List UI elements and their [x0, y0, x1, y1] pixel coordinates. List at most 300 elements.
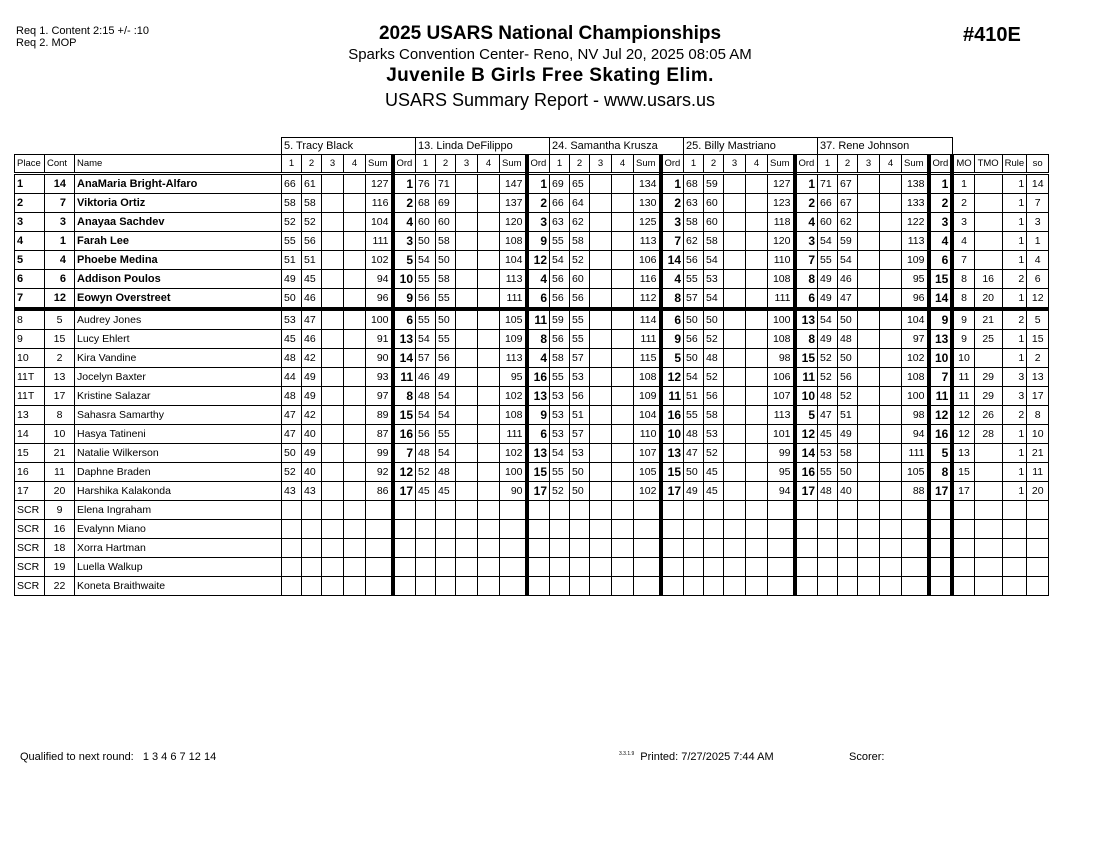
place-cell: 15 — [15, 444, 45, 463]
tmo-cell — [974, 349, 1002, 368]
judge-3-score-1 — [550, 558, 570, 577]
rule-cell: 1 — [1002, 289, 1027, 310]
mo-cell: 12 — [952, 406, 974, 425]
so-cell — [1027, 501, 1049, 520]
judge-2-score-3 — [456, 213, 478, 232]
judge-4-score-3 — [724, 330, 746, 349]
judge-5-ordinal: 10 — [929, 349, 953, 368]
judge-5-score-2: 56 — [838, 368, 858, 387]
judge-4-score-3 — [724, 387, 746, 406]
judge-5-score-sum: 104 — [902, 309, 929, 330]
judge-4-score-2: 48 — [704, 349, 724, 368]
judge-3-score-3 — [590, 309, 612, 330]
judge-5-score-4 — [880, 368, 902, 387]
place-cell: 4 — [15, 232, 45, 251]
judge-5-score-4 — [880, 174, 902, 194]
judge-4-score-1 — [684, 501, 704, 520]
judge-5-score-4 — [880, 501, 902, 520]
judge-4-score-4 — [746, 482, 768, 501]
tmo-cell — [974, 463, 1002, 482]
judge-5-score-sum — [902, 577, 929, 596]
judge-1-score-3 — [322, 270, 344, 289]
judge-2-ordinal: 15 — [527, 463, 550, 482]
judge-2-score-2: 48 — [436, 463, 456, 482]
mo-cell: 11 — [952, 387, 974, 406]
judge-2-score-3 — [456, 425, 478, 444]
tmo-cell — [974, 213, 1002, 232]
judge-1-ordinal: 4 — [393, 213, 416, 232]
judge-3-ordinal: 8 — [661, 289, 684, 310]
place-cell: SCR — [15, 501, 45, 520]
mo-cell: 7 — [952, 251, 974, 270]
judge-3-score-4 — [612, 349, 634, 368]
judge-5-ordinal: 12 — [929, 406, 953, 425]
judge-5-score-4 — [880, 463, 902, 482]
judge-4-score-1: 63 — [684, 194, 704, 213]
judge-1-score-2: 61 — [302, 174, 322, 194]
judge-2-score-3 — [456, 232, 478, 251]
judge-1-score-4 — [344, 406, 366, 425]
judge-5-score-3 — [858, 309, 880, 330]
judge-5-score-4 — [880, 558, 902, 577]
judge-3-score-sum: 125 — [634, 213, 661, 232]
requirements — [16, 25, 149, 49]
table-row — [15, 406, 1049, 425]
judge-5-ordinal: 9 — [929, 309, 953, 330]
judge-1-score-4 — [344, 368, 366, 387]
judge-4-score-3 — [724, 520, 746, 539]
judge-2-score-sum: 90 — [500, 482, 527, 501]
rule-cell: 1 — [1002, 174, 1027, 194]
judge-4-score-3 — [724, 251, 746, 270]
judge-4-score-1: 50 — [684, 309, 704, 330]
judge-5-score-3 — [858, 270, 880, 289]
table-row — [15, 213, 1049, 232]
judge-3-score-4 — [612, 463, 634, 482]
judge-4-score-4 — [746, 309, 768, 330]
judge-3-score-2: 53 — [570, 444, 590, 463]
judge-4-ordinal: 15 — [795, 349, 818, 368]
place-cell: 9 — [15, 330, 45, 349]
judge-5-score-sum: 94 — [902, 425, 929, 444]
judge-3-score-3 — [590, 501, 612, 520]
judge-1-score-2 — [302, 558, 322, 577]
judge-1-score-2 — [302, 577, 322, 596]
judge-2-ordinal: 11 — [527, 309, 550, 330]
judge-3-score-3 — [590, 194, 612, 213]
table-row — [15, 539, 1049, 558]
judge-5-ordinal: 4 — [929, 232, 953, 251]
judge-4-score-1: 57 — [684, 289, 704, 310]
judge-4-score-1: 58 — [684, 213, 704, 232]
judge-2-score-sum: 108 — [500, 232, 527, 251]
judge-3-score-1: 56 — [550, 270, 570, 289]
judge-4-ordinal: 14 — [795, 444, 818, 463]
judge-3-score-sum: 114 — [634, 309, 661, 330]
judge-4-score-4 — [746, 289, 768, 310]
judge-2-score-1: 68 — [416, 194, 436, 213]
judge-5-score-1: 48 — [818, 482, 838, 501]
judge-5-score-1: 52 — [818, 349, 838, 368]
judge-2-score-sum — [500, 558, 527, 577]
qualified-list: 1 3 4 6 7 12 14 — [142, 751, 217, 763]
judge-1-ordinal: 8 — [393, 387, 416, 406]
judge-5-ordinal — [929, 558, 953, 577]
judge-4-score-1: 62 — [684, 232, 704, 251]
judge-2-score-1 — [416, 539, 436, 558]
judge-5-ordinal: 5 — [929, 444, 953, 463]
judge-1-score-4 — [344, 232, 366, 251]
judge-4-score-sum — [768, 577, 795, 596]
judge-4-score-sum: 127 — [768, 174, 795, 194]
tmo-cell: 25 — [974, 330, 1002, 349]
judge-3-score-2: 52 — [570, 251, 590, 270]
col-name: Name — [75, 155, 282, 174]
judge-2-score-sum: 100 — [500, 463, 527, 482]
judge-2-score-1: 57 — [416, 349, 436, 368]
judge-2-score-sum: 105 — [500, 309, 527, 330]
judge-4-score-1: 49 — [684, 482, 704, 501]
judge-3-score-4 — [612, 520, 634, 539]
judge-5-score-3 — [858, 425, 880, 444]
judge-5-score-1: 55 — [818, 251, 838, 270]
judge-4-score-4 — [746, 270, 768, 289]
judge-5-score-3 — [858, 482, 880, 501]
judge-5-score-1 — [818, 558, 838, 577]
judge-4-ordinal: 4 — [795, 213, 818, 232]
judge-5-score-sum: 102 — [902, 349, 929, 368]
col-judge-3: 3 — [724, 155, 746, 174]
rule-cell: 1 — [1002, 444, 1027, 463]
judge-2-score-sum — [500, 577, 527, 596]
judge-3-ordinal — [661, 577, 684, 596]
judge-3-score-sum: 116 — [634, 270, 661, 289]
judge-2-score-2: 55 — [436, 289, 456, 310]
judge-4-score-sum — [768, 558, 795, 577]
skater-name: Daphne Braden — [75, 463, 282, 482]
judge-4-ordinal: 8 — [795, 270, 818, 289]
scorer-label: Scorer: — [849, 751, 885, 763]
col-judge-3: 3 — [456, 155, 478, 174]
judge-2-score-3 — [456, 558, 478, 577]
judge-1-score-3 — [322, 539, 344, 558]
skater-name: Audrey Jones — [75, 309, 282, 330]
judge-1-score-4 — [344, 558, 366, 577]
judge-1-score-2: 49 — [302, 444, 322, 463]
judge-4-score-2 — [704, 501, 724, 520]
skater-name: Harshika Kalakonda — [75, 482, 282, 501]
judge-1-ordinal — [393, 520, 416, 539]
judge-2-score-sum: 111 — [500, 289, 527, 310]
so-cell: 6 — [1027, 270, 1049, 289]
judge-4-score-4 — [746, 501, 768, 520]
judge-2-score-1: 52 — [416, 463, 436, 482]
judge-4-score-3 — [724, 289, 746, 310]
col-so: so — [1027, 155, 1049, 174]
cont-cell: 19 — [45, 558, 75, 577]
judge-5-score-2: 62 — [838, 213, 858, 232]
col-judge-ord: Ord — [929, 155, 953, 174]
judge-3-score-1: 56 — [550, 330, 570, 349]
judge-1-score-1: 47 — [282, 425, 302, 444]
judge-5-score-3 — [858, 368, 880, 387]
col-judge-sum: Sum — [634, 155, 661, 174]
judge-2-score-4 — [478, 349, 500, 368]
judge-3-ordinal: 15 — [661, 463, 684, 482]
judge-2-score-3 — [456, 368, 478, 387]
judge-4-score-4 — [746, 194, 768, 213]
judge-4-score-sum: 108 — [768, 330, 795, 349]
judge-2-score-4 — [478, 406, 500, 425]
judge-3-score-sum: 102 — [634, 482, 661, 501]
place-cell: 13 — [15, 406, 45, 425]
judge-4-score-2 — [704, 539, 724, 558]
so-cell: 7 — [1027, 194, 1049, 213]
judge-1-score-2: 43 — [302, 482, 322, 501]
cont-cell: 10 — [45, 425, 75, 444]
skater-name: Kristine Salazar — [75, 387, 282, 406]
judge-3-score-1: 53 — [550, 406, 570, 425]
cont-cell: 22 — [45, 577, 75, 596]
judge-1-score-2: 51 — [302, 251, 322, 270]
judge-3-score-2: 64 — [570, 194, 590, 213]
judge-5-score-2: 67 — [838, 194, 858, 213]
judge-2-score-4 — [478, 463, 500, 482]
mo-cell — [952, 520, 974, 539]
judge-3-ordinal: 3 — [661, 213, 684, 232]
judge-4-score-2: 45 — [704, 482, 724, 501]
table-row — [15, 194, 1049, 213]
judge-4-ordinal: 5 — [795, 406, 818, 425]
so-cell: 2 — [1027, 349, 1049, 368]
judge-3-score-2: 55 — [570, 309, 590, 330]
judge-2-score-1 — [416, 520, 436, 539]
tmo-cell: 29 — [974, 368, 1002, 387]
judge-1-score-2: 46 — [302, 289, 322, 310]
so-cell: 3 — [1027, 213, 1049, 232]
judge-4-score-2: 58 — [704, 406, 724, 425]
judge-1-score-4 — [344, 444, 366, 463]
judge-3-score-sum: 111 — [634, 330, 661, 349]
judge-2-score-1: 60 — [416, 213, 436, 232]
cont-cell: 2 — [45, 349, 75, 368]
judge-5-score-4 — [880, 213, 902, 232]
mo-cell: 9 — [952, 309, 974, 330]
judge-3-score-1: 54 — [550, 251, 570, 270]
judge-2-ordinal: 13 — [527, 387, 550, 406]
judge-name: 13. Linda DeFilippo — [416, 138, 550, 155]
judge-1-score-2: 52 — [302, 213, 322, 232]
judge-4-score-2: 59 — [704, 174, 724, 194]
mo-cell: 8 — [952, 289, 974, 310]
judge-1-score-1: 49 — [282, 270, 302, 289]
judge-3-score-3 — [590, 444, 612, 463]
judge-2-score-1: 54 — [416, 330, 436, 349]
judge-3-score-2 — [570, 520, 590, 539]
so-cell — [1027, 539, 1049, 558]
judge-4-ordinal: 10 — [795, 387, 818, 406]
judge-1-score-3 — [322, 444, 344, 463]
place-cell: 8 — [15, 309, 45, 330]
judge-5-score-2: 47 — [838, 289, 858, 310]
skater-name: Koneta Braithwaite — [75, 577, 282, 596]
judge-2-score-4 — [478, 387, 500, 406]
judge-5-score-4 — [880, 309, 902, 330]
judge-4-score-sum: 108 — [768, 270, 795, 289]
judge-2-ordinal — [527, 558, 550, 577]
judge-3-score-2 — [570, 577, 590, 596]
judge-3-ordinal: 14 — [661, 251, 684, 270]
judge-3-score-4 — [612, 232, 634, 251]
judge-2-score-4 — [478, 309, 500, 330]
so-cell: 5 — [1027, 309, 1049, 330]
event-number: #410E — [963, 24, 1021, 46]
rule-cell — [1002, 539, 1027, 558]
judge-1-score-4 — [344, 213, 366, 232]
judge-1-score-1: 48 — [282, 387, 302, 406]
printed-timestamp: Printed: 7/27/2025 7:44 AM — [640, 751, 774, 763]
judge-5-score-2: 40 — [838, 482, 858, 501]
judge-2-score-2: 58 — [436, 232, 456, 251]
judge-3-score-3 — [590, 558, 612, 577]
place-cell: SCR — [15, 558, 45, 577]
skater-name: Xorra Hartman — [75, 539, 282, 558]
judge-4-ordinal: 12 — [795, 425, 818, 444]
judge-3-score-3 — [590, 349, 612, 368]
judge-5-score-2: 58 — [838, 444, 858, 463]
judge-5-score-sum: 88 — [902, 482, 929, 501]
col-judge-2: 2 — [704, 155, 724, 174]
rule-cell: 1 — [1002, 425, 1027, 444]
judge-1-score-3 — [322, 501, 344, 520]
judge-1-score-sum: 90 — [366, 349, 393, 368]
so-cell: 13 — [1027, 368, 1049, 387]
judge-2-score-1: 46 — [416, 368, 436, 387]
so-cell: 1 — [1027, 232, 1049, 251]
judge-3-score-sum — [634, 577, 661, 596]
judge-3-score-1: 55 — [550, 232, 570, 251]
judge-5-score-sum — [902, 520, 929, 539]
judge-5-score-2: 51 — [838, 406, 858, 425]
judge-1-score-3 — [322, 520, 344, 539]
judge-1-score-2 — [302, 501, 322, 520]
judge-3-ordinal — [661, 520, 684, 539]
judge-2-score-1 — [416, 577, 436, 596]
judge-3-score-sum: 105 — [634, 463, 661, 482]
place-cell: 17 — [15, 482, 45, 501]
cont-cell: 4 — [45, 251, 75, 270]
judge-1-score-1: 52 — [282, 463, 302, 482]
judge-2-score-3 — [456, 501, 478, 520]
judge-5-score-2 — [838, 558, 858, 577]
judge-4-score-4 — [746, 463, 768, 482]
col-judge-3: 3 — [590, 155, 612, 174]
judge-1-score-3 — [322, 387, 344, 406]
judge-3-ordinal: 17 — [661, 482, 684, 501]
skater-name: Hasya Tatineni — [75, 425, 282, 444]
judge-1-score-3 — [322, 194, 344, 213]
judge-4-score-1: 56 — [684, 330, 704, 349]
judge-3-score-sum — [634, 558, 661, 577]
place-cell: 5 — [15, 251, 45, 270]
judge-4-score-2 — [704, 558, 724, 577]
judge-3-ordinal: 10 — [661, 425, 684, 444]
judge-4-score-3 — [724, 174, 746, 194]
judge-4-score-sum: 95 — [768, 463, 795, 482]
judge-4-score-3 — [724, 463, 746, 482]
judge-5-score-3 — [858, 501, 880, 520]
judge-3-score-2: 62 — [570, 213, 590, 232]
judge-1-score-4 — [344, 501, 366, 520]
judge-3-score-3 — [590, 520, 612, 539]
rule-cell: 3 — [1002, 368, 1027, 387]
judge-1-ordinal: 6 — [393, 309, 416, 330]
judge-2-score-4 — [478, 174, 500, 194]
table-row — [15, 174, 1049, 194]
judge-5-ordinal: 8 — [929, 463, 953, 482]
blank-cell — [15, 138, 282, 155]
judge-1-score-sum — [366, 577, 393, 596]
col-judge-2: 2 — [838, 155, 858, 174]
judge-3-score-2: 50 — [570, 482, 590, 501]
judge-5-score-sum: 98 — [902, 406, 929, 425]
judge-5-ordinal: 11 — [929, 387, 953, 406]
judge-1-score-4 — [344, 174, 366, 194]
col-judge-4: 4 — [344, 155, 366, 174]
cont-cell: 3 — [45, 213, 75, 232]
judge-1-score-4 — [344, 270, 366, 289]
judge-1-score-sum: 99 — [366, 444, 393, 463]
judge-4-score-4 — [746, 349, 768, 368]
judge-4-score-1: 50 — [684, 463, 704, 482]
judge-4-score-2: 53 — [704, 425, 724, 444]
skater-name: Phoebe Medina — [75, 251, 282, 270]
skater-name: Viktoria Ortiz — [75, 194, 282, 213]
col-mo: MO — [952, 155, 974, 174]
rule-cell — [1002, 501, 1027, 520]
judge-4-score-1: 55 — [684, 270, 704, 289]
judge-1-score-sum: 102 — [366, 251, 393, 270]
col-judge-1: 1 — [416, 155, 436, 174]
judge-3-score-1: 53 — [550, 425, 570, 444]
judge-2-score-3 — [456, 444, 478, 463]
judge-2-score-2: 55 — [436, 425, 456, 444]
judge-5-score-4 — [880, 330, 902, 349]
judge-5-score-sum: 105 — [902, 463, 929, 482]
col-judge-2: 2 — [302, 155, 322, 174]
judge-2-score-3 — [456, 194, 478, 213]
judge-4-score-sum: 118 — [768, 213, 795, 232]
judge-2-ordinal: 3 — [527, 213, 550, 232]
judge-2-score-4 — [478, 482, 500, 501]
judge-2-ordinal: 4 — [527, 270, 550, 289]
col-judge-4: 4 — [478, 155, 500, 174]
judge-3-score-1: 55 — [550, 463, 570, 482]
judge-5-score-1: 49 — [818, 330, 838, 349]
judge-1-score-1 — [282, 577, 302, 596]
judge-2-score-4 — [478, 232, 500, 251]
judge-1-ordinal — [393, 539, 416, 558]
judge-2-score-1: 76 — [416, 174, 436, 194]
judge-2-score-4 — [478, 577, 500, 596]
judge-4-score-1: 68 — [684, 174, 704, 194]
cont-cell: 16 — [45, 520, 75, 539]
col-judge-ord: Ord — [795, 155, 818, 174]
mo-cell: 1 — [952, 174, 974, 194]
tmo-cell: 20 — [974, 289, 1002, 310]
judge-3-score-1: 56 — [550, 289, 570, 310]
col-judge-1: 1 — [282, 155, 302, 174]
